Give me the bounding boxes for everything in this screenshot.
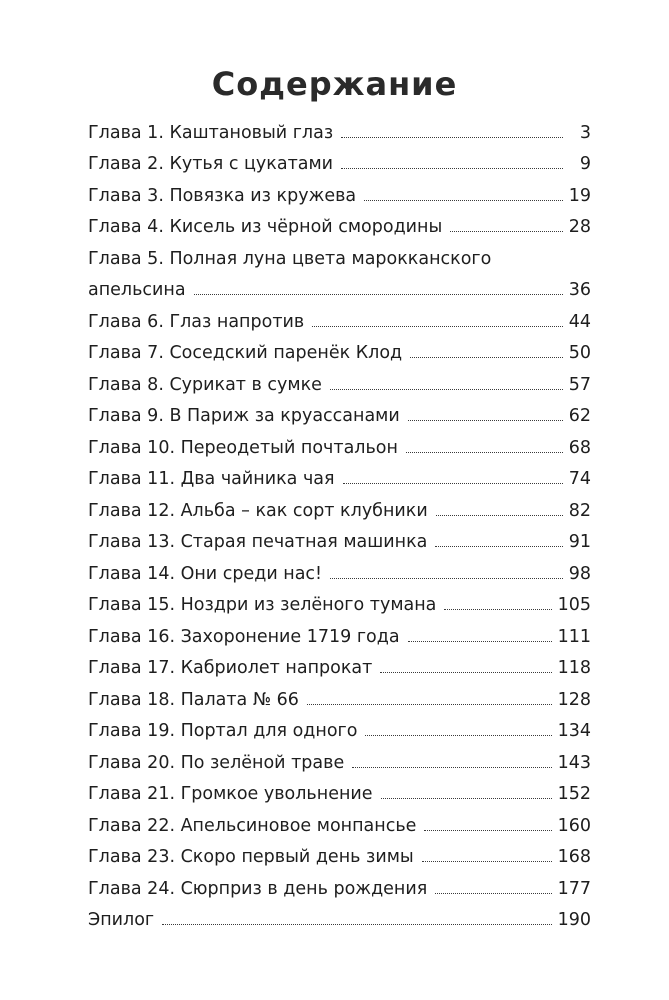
toc-entry-chapter-22[interactable] (88, 808, 591, 840)
dot-leader (343, 483, 563, 484)
toc-entry-page: 44 (568, 311, 591, 332)
dot-leader (381, 798, 552, 799)
toc-entry-label: Глава 17. Кабриолет напрокат (88, 658, 373, 678)
toc-entry-label: Глава 2. Кутья с цукатами (88, 154, 334, 174)
toc-entry-label-continued: апельсина (88, 280, 186, 300)
toc-entry-label: Глава 13. Старая печатная машинка (88, 532, 428, 552)
toc-entry-chapter-20[interactable] (88, 745, 591, 777)
dot-leader (341, 137, 563, 138)
toc-entry-page: 128 (557, 689, 591, 710)
dot-leader (408, 420, 563, 421)
toc-entry-page: 168 (557, 847, 591, 867)
dot-leader (330, 578, 563, 579)
toc-entry-label: Глава 7. Соседский паренёк Клод (88, 343, 403, 363)
toc-entry-page: 111 (557, 626, 591, 647)
toc-entry-page: 190 (557, 910, 591, 930)
toc-entry-page: 82 (568, 500, 591, 521)
toc-entry-chapter-10[interactable] (88, 430, 591, 462)
toc-entry-chapter-4[interactable] (88, 210, 591, 242)
dot-leader (444, 609, 551, 610)
dot-leader (450, 231, 562, 232)
toc-entry-chapter-5[interactable] (88, 241, 591, 304)
dot-leader (406, 452, 563, 453)
toc-entry-page: 68 (568, 437, 591, 458)
toc-entry-chapter-8[interactable] (88, 367, 591, 399)
toc-entry-page: 50 (568, 343, 591, 363)
toc-entry-chapter-11[interactable] (88, 462, 591, 494)
toc-entry-label: Эпилог (88, 910, 155, 930)
toc-entry-label: Глава 20. По зелёной траве (88, 752, 345, 773)
dot-leader (364, 200, 563, 201)
dot-leader (436, 515, 563, 516)
toc-entry-page: 9 (579, 154, 591, 174)
dot-leader (341, 168, 563, 169)
toc-entry-page: 160 (557, 815, 591, 836)
toc-entry-chapter-1[interactable] (88, 115, 591, 147)
toc-entry-chapter-2[interactable] (88, 147, 591, 179)
toc-entry-label: Глава 24. Сюрприз в день рождения (88, 878, 428, 899)
page-title: Содержание (211, 65, 458, 103)
toc-entry-chapter-21[interactable] (88, 777, 591, 809)
toc-entry-first-line (88, 241, 591, 273)
dot-leader (312, 326, 563, 327)
toc-entry-chapter-6[interactable] (88, 304, 591, 336)
toc-entry-label: Глава 8. Сурикат в сумке (88, 374, 322, 395)
toc-entry-label: Глава 21. Громкое увольнение (88, 784, 373, 804)
toc-entry-label: Глава 1. Каштановый глаз (88, 122, 334, 143)
dot-leader (162, 924, 551, 925)
toc-entry-label: Глава 12. Альба – как сорт клубники (88, 500, 428, 521)
toc-entry-chapter-18[interactable] (88, 682, 591, 714)
toc-entry-page: 118 (557, 658, 591, 678)
toc-entry-chapter-24[interactable] (88, 871, 591, 903)
toc-entry-chapter-9[interactable] (88, 399, 591, 431)
toc-entry-page: 19 (568, 185, 591, 206)
toc-entry-label: Глава 3. Повязка из кружева (88, 185, 357, 206)
toc-entry-chapter-15[interactable] (88, 588, 591, 620)
toc-entry-chapter-16[interactable] (88, 619, 591, 651)
toc-entry-chapter-14[interactable] (88, 556, 591, 588)
dot-leader (424, 830, 551, 831)
toc-entry-label: Глава 14. Они среди нас! (88, 563, 323, 584)
toc-entry-chapter-7[interactable] (88, 336, 591, 368)
toc-entry-second-line (88, 273, 591, 305)
toc-entry-label: Глава 4. Кисель из чёрной смородины (88, 217, 443, 237)
toc-entry-label: Глава 19. Портал для одного (88, 721, 358, 741)
toc-entry-page: 74 (568, 469, 591, 489)
toc-entry-label: Глава 22. Апельсиновое монпансье (88, 815, 417, 836)
toc-entry-chapter-3[interactable] (88, 178, 591, 210)
dot-leader (410, 357, 563, 358)
toc-entry-page: 62 (568, 406, 591, 426)
toc-entry-label: Глава 15. Ноздри из зелёного тумана (88, 595, 437, 615)
toc-entry-label: Глава 10. Переодетый почтальон (88, 437, 398, 458)
dot-leader (435, 546, 562, 547)
dot-leader (435, 893, 551, 894)
toc-entry-label: Глава 9. В Париж за круассанами (88, 406, 400, 426)
toc-entry-page: 57 (568, 374, 591, 395)
toc-entry-chapter-23[interactable] (88, 840, 591, 872)
dot-leader (194, 294, 563, 295)
toc-entry-page: 28 (568, 217, 591, 237)
dot-leader (352, 767, 551, 768)
dot-leader (408, 641, 552, 642)
toc-entry-page: 105 (557, 595, 591, 615)
toc-entry-chapter-19[interactable] (88, 714, 591, 746)
toc-entry-chapter-17[interactable] (88, 651, 591, 683)
toc-entry-page: 134 (557, 721, 591, 741)
toc-entry-page: 177 (557, 878, 591, 899)
toc-entry-label: Глава 18. Палата № 66 (88, 689, 299, 710)
dot-leader (380, 672, 551, 673)
toc-entry-epilogue[interactable] (88, 903, 591, 935)
toc-entry-label: Глава 16. Захоронение 1719 года (88, 626, 400, 647)
toc-entry-page: 91 (568, 532, 591, 552)
dot-leader (365, 735, 551, 736)
table-of-contents (88, 115, 591, 934)
toc-entry-chapter-12[interactable] (88, 493, 591, 525)
toc-entry-label: Глава 11. Два чайника чая (88, 469, 335, 489)
dot-leader (307, 704, 552, 705)
dot-leader (422, 861, 552, 862)
toc-entry-chapter-13[interactable] (88, 525, 591, 557)
toc-entry-label: Глава 23. Скоро первый день зимы (88, 847, 414, 867)
dot-leader (330, 389, 563, 390)
toc-entry-page: 36 (568, 280, 591, 300)
toc-entry-page: 152 (557, 784, 591, 804)
toc-entry-page: 3 (579, 122, 591, 143)
toc-entry-page: 143 (557, 752, 591, 773)
toc-entry-page: 98 (568, 563, 591, 584)
toc-entry-label: Глава 5. Полная луна цвета марокканского (88, 248, 492, 269)
toc-entry-label: Глава 6. Глаз напротив (88, 311, 305, 332)
